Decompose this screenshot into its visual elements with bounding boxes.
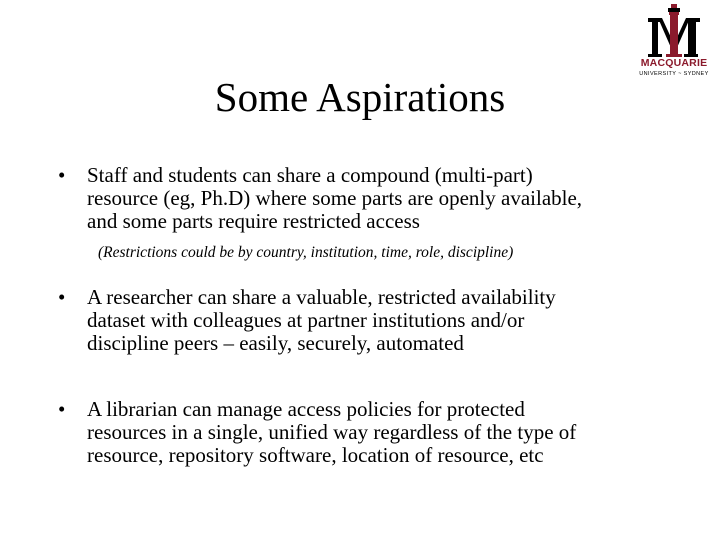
bullet-text (87, 286, 677, 355)
bullet-text (87, 164, 677, 233)
bullet-marker: • (58, 285, 66, 309)
bullet-line: resources in a single, unified way regardless of the type of (87, 420, 577, 444)
macquarie-logo (628, 2, 720, 82)
restrictions-note: (Restrictions could be by country, institution, time, role, discipline) (98, 244, 514, 261)
bullet-line: resource (eg, Ph.D) where some parts are openly available, (87, 186, 583, 210)
bullet-line: discipline peers – easily, securely, automated (87, 331, 464, 355)
logo-subtitle: UNIVERSITY ~ SYDNEY (639, 71, 709, 77)
bullet-line: A librarian can manage access policies for protected (87, 397, 525, 421)
slide-title: Some Aspirations (214, 74, 506, 120)
bullet-line: resource, repository software, location of resource, etc (87, 443, 544, 467)
lighthouse-emblem-icon (648, 4, 700, 58)
bullet-line: Staff and students can share a compound (multi-part) (87, 163, 533, 187)
bullet-line: and some parts require restricted access (87, 209, 420, 233)
logo-wordmark: MACQUARIE (640, 57, 708, 69)
bullet-text (87, 398, 677, 467)
bullet-line: A researcher can share a valuable, restricted availability (87, 285, 556, 309)
bullet-marker: • (58, 163, 66, 187)
bullet-line: dataset with colleagues at partner institutions and/or (87, 308, 525, 332)
bullet-marker: • (58, 397, 66, 421)
